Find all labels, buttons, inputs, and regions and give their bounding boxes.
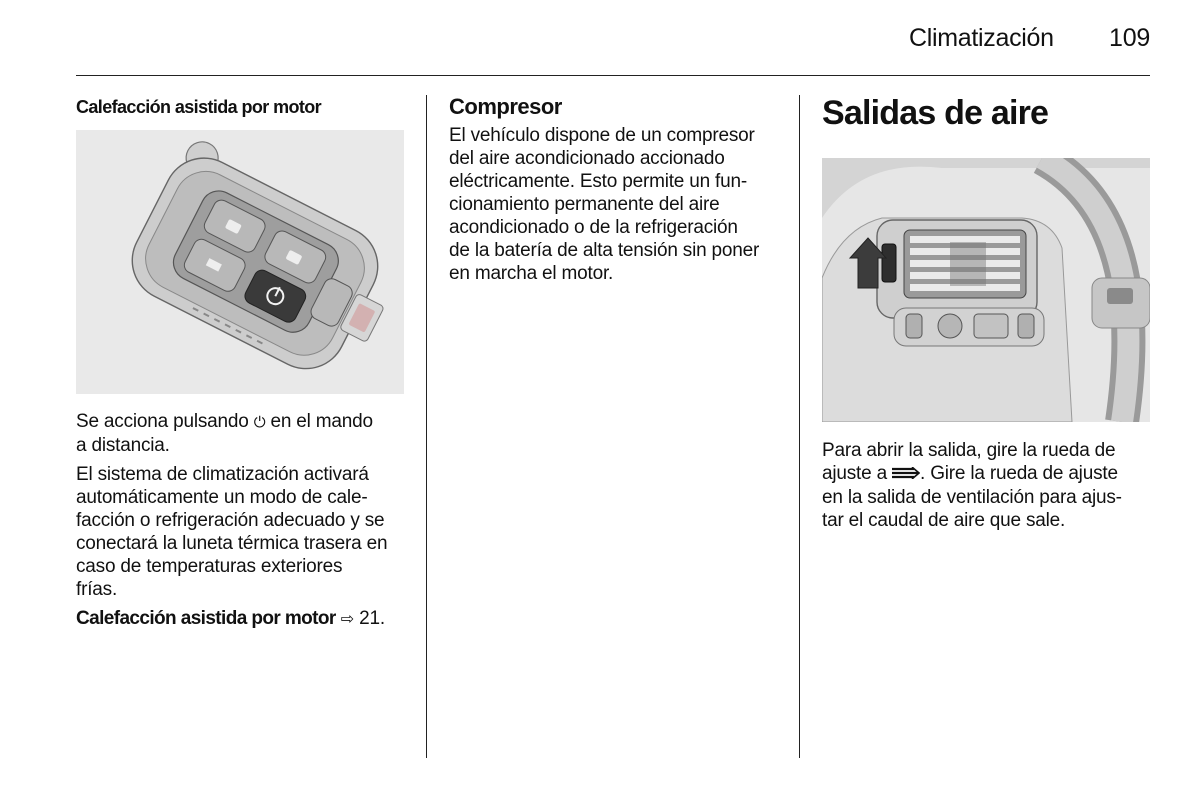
column-3 xyxy=(822,96,1152,130)
paragraph-climate-system xyxy=(76,463,408,601)
cross-reference-title: Calefacción asistida por motor xyxy=(76,608,336,629)
text-line: frías. xyxy=(76,579,118,600)
air-vent-illustration xyxy=(822,158,1150,422)
text-line: conectará la luneta térmica trasera en xyxy=(76,533,388,554)
running-header-section: Climatización xyxy=(909,24,1054,52)
page-number: 109 xyxy=(1109,24,1151,52)
text-line: eléctricamente. Esto permite un fun- xyxy=(449,171,747,192)
text-line: cionamiento permanente del aire xyxy=(449,194,720,215)
section-heading-engine-heating: Calefacción asistida por motor xyxy=(76,97,322,117)
section-heading-air-vents: Salidas de aire xyxy=(822,94,1049,132)
column-divider-1 xyxy=(426,95,427,758)
text-line: tar el caudal de aire que sale. xyxy=(822,510,1066,531)
cross-reference xyxy=(76,607,408,631)
column-1-body xyxy=(76,410,408,631)
air-vent-drawing xyxy=(822,158,1150,422)
cross-reference-page: 21. xyxy=(354,608,385,629)
section-heading-compressor: Compresor xyxy=(449,94,562,119)
text-line: automáticamente un modo de cale- xyxy=(76,487,368,508)
header-rule xyxy=(76,75,1150,76)
paragraph-activation xyxy=(76,410,408,457)
column-divider-2 xyxy=(799,95,800,758)
text-line: en la salida de ventilación para ajus- xyxy=(822,487,1122,508)
text-line: El sistema de climatización activará xyxy=(76,464,369,485)
open-vent-icon-glyph xyxy=(892,467,920,479)
column-2 xyxy=(449,96,783,285)
key-fob-illustration xyxy=(76,130,404,394)
activation-text-end: en el mando xyxy=(265,411,373,432)
paragraph-compressor xyxy=(449,124,783,285)
text-line: Para abrir la salida, gire la rueda de xyxy=(822,440,1116,461)
column-3-body xyxy=(822,439,1152,532)
page-reference-arrow-icon: ⇨ xyxy=(340,611,354,628)
text-line: en marcha el motor. xyxy=(449,263,614,284)
paragraph-air-vents xyxy=(822,439,1152,532)
text-line: El vehículo dispone de un compresor xyxy=(449,125,755,146)
vent-text-end: . Gire la rueda de ajuste xyxy=(920,463,1118,484)
column-1 xyxy=(76,96,408,118)
vent-text-start: ajuste a xyxy=(822,463,893,484)
text-line: del aire acondicionado accionado xyxy=(449,148,725,169)
key-fob-drawing xyxy=(76,130,404,394)
text-line: de la batería de alta tensión sin poner xyxy=(449,240,760,261)
activation-text-line2: a distancia. xyxy=(76,435,170,456)
activation-text-start: Se acciona pulsando xyxy=(76,411,254,432)
text-line: facción o refrigeración adecuado y se xyxy=(76,510,385,531)
open-vent-icon xyxy=(892,463,920,486)
remote-start-icon: ⏻ xyxy=(253,414,266,431)
text-line: caso de temperaturas exteriores xyxy=(76,556,343,577)
text-line: acondicionado o de la refrigeración xyxy=(449,217,738,238)
